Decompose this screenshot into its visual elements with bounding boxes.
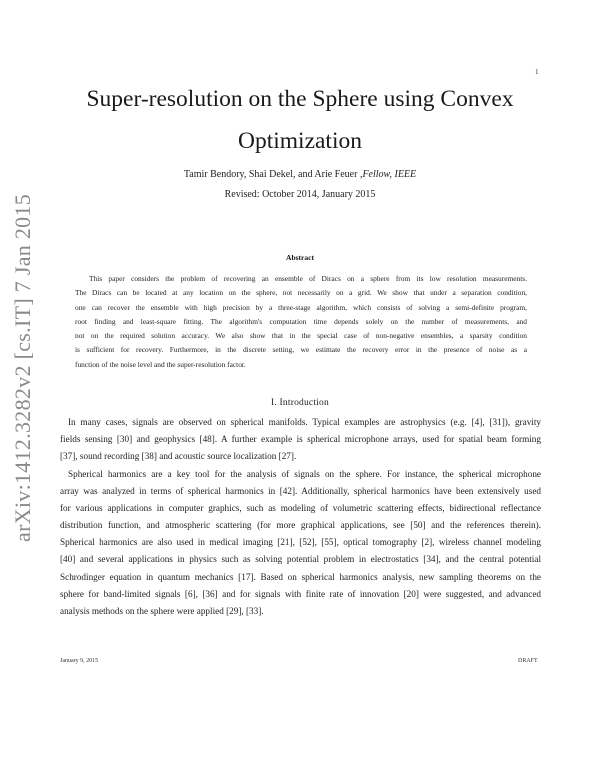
abstract-body	[75, 272, 527, 372]
body-line: Spherical harmonics are also used in medical imaging [21], [52], [55], optical tomography [2], wireless channel modeling	[60, 537, 541, 548]
abstract-heading: Abstract	[286, 253, 314, 262]
abstract-line: The Diracs can be located at any location on the sphere, not necessarily on a grid. We show that under a separation condition,	[75, 288, 527, 298]
section-heading-introduction: I. Introduction	[271, 398, 329, 408]
abstract-line: one can recover the ensemble with high precision by a three-stage algorithm, which consists of solving a semi-definite program,	[75, 302, 527, 312]
body-line: [40] and several applications in physics such as solving potential problem in electrostatics [34], and the central potential	[60, 554, 541, 565]
introduction-paragraph-2	[60, 466, 541, 620]
body-line: array was analyzed in terms of spherical harmonics in [42]. Additionally, spherical harmonics have been extensively used	[60, 486, 541, 497]
body-line: Spherical harmonics are a key tool for the analysis of signals on the sphere. For instance, the spherical microphone	[68, 469, 541, 479]
author-names: Tamir Bendory, Shai Dekel, and Arie Feuer ,	[183, 169, 363, 180]
abstract-line: This paper considers the problem of recovering an ensemble of Diracs on a sphere from its low resolution measurements.	[89, 274, 527, 283]
abstract-line: function of the noise level and the super-resolution factor.	[75, 359, 246, 369]
body-line: distribution function, and atmospheric scattering (for more graphical applications, see [50] and the references therein).	[60, 520, 541, 531]
author-fellow-title: Fellow, IEEE	[362, 169, 417, 180]
paper-title-line-2: Optimization	[237, 128, 362, 154]
body-line: for various applications in computer graphics, such as modeling of volumetric scattering effects, bidirectional reflectance	[60, 503, 541, 514]
author-list	[60, 169, 540, 180]
body-line: [37], sound recording [38] and acoustic source localization [27].	[60, 451, 297, 462]
abstract-line: not on the required solution accuracy. We also show that in the special case of non-negative ensembles, a sparsity condition	[75, 331, 527, 341]
body-line: sphere for band-limited signals [6], [36] and for signals with finite rate of innovation [20] were suggested, and advanced	[60, 588, 541, 599]
arxiv-identifier-stamp: arXiv:1412.3282v2 [cs.IT] 7 Jan 2015	[10, 193, 35, 542]
footer-date: January 9, 2015	[60, 658, 99, 664]
revision-date: Revised: October 2014, January 2015	[224, 189, 376, 200]
paper-title-line-1: Super-resolution on the Sphere using Convex	[86, 86, 514, 112]
abstract-line: is sufficient for recovery. Furthermore, in the discrete setting, we estimate the recovery error in the presence of noise as a	[75, 345, 527, 355]
body-line: fields sensing [30] and geophysics [48]. A further example is spherical microphone arrays, used for spatial beam forming	[60, 434, 541, 445]
body-line: analysis methods on the sphere were applied [29], [33].	[60, 605, 264, 616]
body-line: Schrodinger equation in quantum mechanics [17]. Based on spherical harmonics analysis, new sampling theorems on the	[60, 571, 541, 582]
introduction-paragraph-1	[60, 414, 541, 465]
abstract-line: root finding and least-square fitting. The algorithm's computation time depends solely on the number of measurements, and	[75, 316, 527, 326]
footer-draft-label: DRAFT	[518, 658, 538, 664]
page-number: 1	[535, 68, 539, 76]
body-line: In many cases, signals are observed on spherical manifolds. Typical examples are astrophysics (e.g. [4], [31]), gravity	[68, 417, 541, 427]
